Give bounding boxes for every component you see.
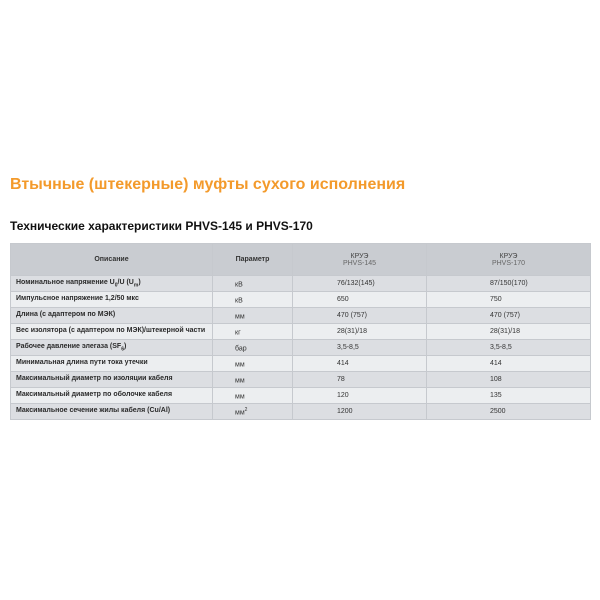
row-description bbox=[11, 388, 213, 404]
row-value-phvs-170: 2500 bbox=[427, 404, 591, 420]
row-description bbox=[11, 356, 213, 372]
row-description bbox=[11, 308, 213, 324]
desc-pre: Длина (с адаптером по МЭК) bbox=[16, 310, 116, 318]
row-value-phvs-145: 78 bbox=[293, 372, 427, 388]
row-description bbox=[11, 404, 213, 420]
table-header-row bbox=[11, 244, 591, 276]
row-parameter bbox=[213, 404, 293, 420]
param-unit: мм bbox=[235, 409, 245, 417]
row-parameter bbox=[213, 276, 293, 292]
row-value-phvs-145: 1200 bbox=[293, 404, 427, 420]
desc-subscript-2: m bbox=[133, 282, 139, 289]
row-value-phvs-145: 76/132(145) bbox=[293, 276, 427, 292]
row-description bbox=[11, 324, 213, 340]
param-unit: кг bbox=[235, 329, 241, 337]
row-value-phvs-170: 3,5-8,5 bbox=[427, 340, 591, 356]
param-unit: кВ bbox=[235, 281, 243, 289]
row-description bbox=[11, 292, 213, 308]
table-row bbox=[11, 324, 591, 340]
desc-subscript-1: 6 bbox=[121, 346, 124, 353]
desc-mid: /U (U bbox=[117, 278, 134, 286]
row-value-phvs-170: 108 bbox=[427, 372, 591, 388]
row-description bbox=[11, 372, 213, 388]
table-row bbox=[11, 340, 591, 356]
desc-pre: Максимальный диаметр по оболочке кабеля bbox=[16, 390, 173, 398]
row-parameter bbox=[213, 340, 293, 356]
header-phvs-145-bottom: PHVS-145 bbox=[342, 259, 377, 267]
param-unit: бар bbox=[235, 345, 247, 353]
param-unit: мм bbox=[235, 361, 245, 369]
param-unit: мм bbox=[235, 393, 245, 401]
row-description bbox=[11, 276, 213, 292]
desc-pre: Рабочее давление элегаза (SF bbox=[16, 342, 122, 350]
desc-subscript-1: 0 bbox=[114, 282, 118, 289]
desc-pre: Номинальное напряжение U bbox=[16, 278, 115, 286]
table-row bbox=[11, 292, 591, 308]
header-phvs-145 bbox=[293, 244, 427, 276]
desc-pre: Максимальный диаметр по изоляции кабеля bbox=[16, 374, 173, 382]
header-phvs-170 bbox=[427, 244, 591, 276]
desc-pre: Минимальная длина пути тока утечки bbox=[16, 358, 148, 366]
table-row bbox=[11, 356, 591, 372]
param-superscript: 2 bbox=[244, 406, 248, 413]
table-title: Технические характеристики PHVS-145 и PHVS-170 bbox=[10, 219, 313, 233]
row-parameter bbox=[213, 356, 293, 372]
param-unit: мм bbox=[235, 313, 245, 321]
header-phvs-145-top: КРУЭ bbox=[350, 252, 369, 260]
row-parameter bbox=[213, 388, 293, 404]
row-value-phvs-145: 650 bbox=[293, 292, 427, 308]
row-value-phvs-145: 120 bbox=[293, 388, 427, 404]
desc-pre: Максимальное сечение жилы кабеля (Cu/Al) bbox=[16, 406, 171, 414]
param-unit: кВ bbox=[235, 297, 243, 305]
row-value-phvs-145: 3,5-8,5 bbox=[293, 340, 427, 356]
row-value-phvs-145: 470 (757) bbox=[293, 308, 427, 324]
row-parameter bbox=[213, 372, 293, 388]
desc-post: ) bbox=[138, 278, 141, 286]
desc-pre: Вес изолятора (с адаптером по МЭК)/штекерной части bbox=[16, 326, 206, 334]
header-parameter: Параметр bbox=[213, 244, 293, 276]
row-parameter bbox=[213, 292, 293, 308]
row-parameter bbox=[213, 324, 293, 340]
row-value-phvs-145: 414 bbox=[293, 356, 427, 372]
page-heading: Втычные (штекерные) муфты сухого исполнения bbox=[10, 176, 406, 193]
row-parameter bbox=[213, 308, 293, 324]
header-phvs-170-bottom: PHVS-170 bbox=[491, 259, 526, 267]
row-value-phvs-170: 750 bbox=[427, 292, 591, 308]
header-description: Описание bbox=[11, 244, 213, 276]
row-value-phvs-170: 414 bbox=[427, 356, 591, 372]
row-value-phvs-170: 28(31)/18 bbox=[427, 324, 591, 340]
header-phvs-170-top: КРУЭ bbox=[499, 252, 518, 260]
table-row bbox=[11, 388, 591, 404]
row-value-phvs-170: 470 (757) bbox=[427, 308, 591, 324]
desc-mid: ) bbox=[123, 342, 127, 350]
table-row bbox=[11, 308, 591, 324]
desc-pre: Импульсное напряжение 1,2/50 мкс bbox=[16, 294, 139, 302]
row-description bbox=[11, 340, 213, 356]
row-value-phvs-170: 87/150(170) bbox=[427, 276, 591, 292]
specifications-table bbox=[10, 243, 591, 420]
table-row bbox=[11, 372, 591, 388]
table-row bbox=[11, 276, 591, 292]
param-unit: мм bbox=[235, 377, 245, 385]
row-value-phvs-145: 28(31)/18 bbox=[293, 324, 427, 340]
row-value-phvs-170: 135 bbox=[427, 388, 591, 404]
table-row bbox=[11, 404, 591, 420]
